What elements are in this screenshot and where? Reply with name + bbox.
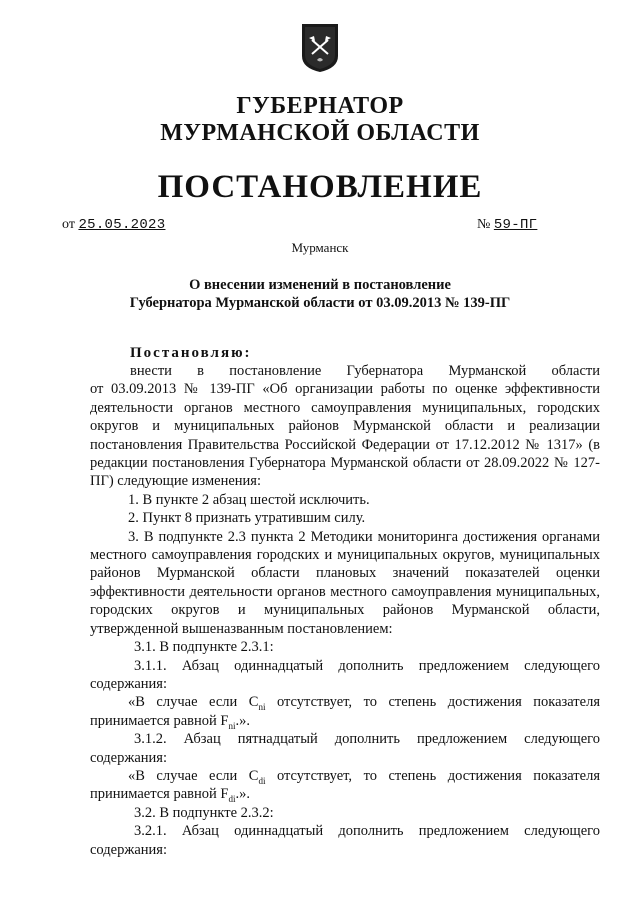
paragraph-item-3: 3. В подпункте 2.3 пункта 2 Методики мониторинга достижения органами местного самоуправления городских и муниципальных округов, муниципальных районов Мурманской области плановых значений показателей оценки эффективности деятельности органов местного самоуправления муниципальных, городских округов и муниципальных районов Мурманской области, утвержденной вышеназванным постановлением:: [90, 528, 600, 637]
quote-2-sub-1: di: [258, 775, 266, 786]
city: Мурманск: [291, 240, 349, 255]
date-prefix: от: [62, 217, 75, 232]
document-number: [477, 216, 575, 234]
date-value: 25.05.2023: [78, 217, 166, 233]
quote-1-part-a: «В случае если C: [128, 694, 259, 711]
decree-word: Постановляю:: [130, 345, 252, 361]
document-body: [90, 362, 600, 859]
quote-1-part-b: отсутствует, то степень достижения показателя принимается равной F: [90, 694, 600, 729]
paragraph-item-1: 1. В пункте 2 абзац шестой исключить.: [128, 491, 370, 508]
document-title-line-1: О внесении изменений в постановление: [189, 277, 451, 293]
paragraph-item-3-1-2: 3.1.2. Абзац пятнадцатый дополнить предложением следующего содержания:: [90, 731, 600, 766]
quote-1-sub-1: ni: [258, 702, 266, 713]
quote-2-part-c: .».: [235, 786, 250, 803]
organization-line-1: ГУБЕРНАТОР: [236, 93, 404, 119]
quote-1-sub-2: ni: [228, 720, 236, 731]
document-title-line-2: Губернатора Мурманской области от 03.09.2013 № 139-ПГ: [129, 295, 511, 311]
paragraph-item-2: 2. Пункт 8 признать утратившим силу.: [128, 510, 366, 527]
coat-of-arms-icon: [300, 22, 340, 74]
quote-2: [90, 767, 600, 804]
quote-2-sub-2: di: [228, 794, 236, 805]
paragraph-item-3-1: 3.1. В подпункте 2.3.1:: [134, 639, 274, 656]
paragraph-intro: от 03.09.2013 № 139-ПГ «Об организации работы по оценке эффективности деятельности органов местного самоуправления муниципальных, городских округов и муниципальных районов Мурманской области и реализации постановления Правительства Российской Федерации от 17.12.2012 № 1317» (в редакции постановления Губернатора Мурманской области от 28.09.2022 № 127-ПГ) следующие изменения:: [90, 381, 600, 490]
paragraph-intro-head: внести в постановление Губернатора Мурманской области: [130, 363, 600, 379]
number-value: 59-ПГ: [493, 217, 538, 233]
paragraph-item-3-2-1: 3.2.1. Абзац одиннадцатый дополнить предложением следующего содержания:: [90, 823, 600, 858]
quote-2-part-a: «В случае если C: [128, 767, 259, 784]
quote-2-part-b: отсутствует, то степень достижения показателя принимается равной F: [90, 767, 600, 803]
document-date: [62, 216, 179, 234]
quote-1: [90, 693, 600, 730]
number-prefix: №: [477, 217, 491, 232]
paragraph-item-3-1-1: 3.1.1. Абзац одиннадцатый дополнить предложением следующего содержания:: [90, 657, 600, 692]
organization-line-2: МУРМАНСКОЙ ОБЛАСТИ: [160, 120, 480, 146]
quote-1-part-c: .».: [235, 712, 250, 729]
document-type: ПОСТАНОВЛЕНИЕ: [157, 169, 483, 205]
paragraph-item-3-2: 3.2. В подпункте 2.3.2:: [134, 804, 274, 821]
